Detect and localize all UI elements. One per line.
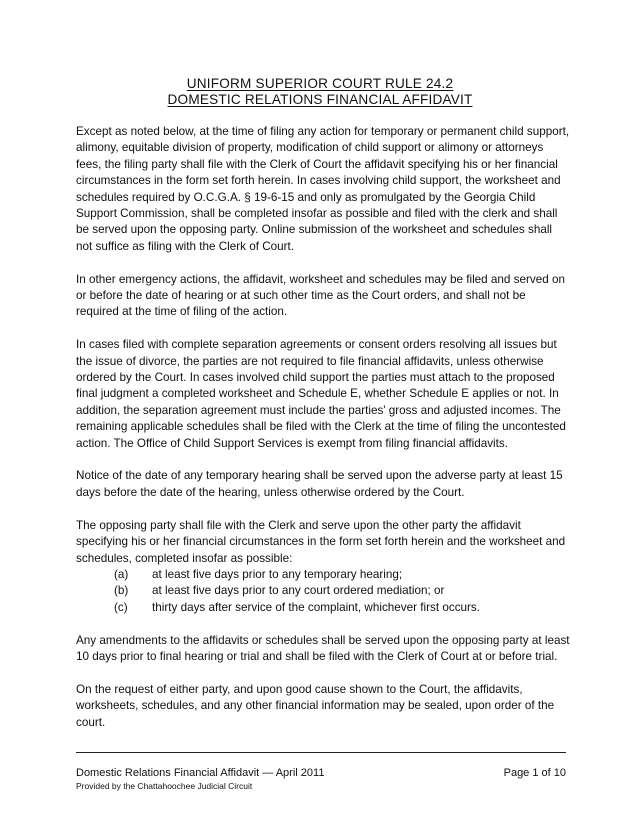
list-item-text: at least five days prior to any temporary hearing; <box>152 567 403 581</box>
paragraph-emergency-actions: In other emergency actions, the affidavit, worksheet and schedules may be filed and served on or before the date of hearing or at such other time as the Court orders, and shall not be required at the time of filing of the action. <box>76 272 565 319</box>
paragraph-amendments: Any amendments to the affidavits or schedules shall be served upon the opposing party at least 10 days prior to final hearing or trial and shall be filed with the Clerk of Court at or before trial. <box>76 633 570 663</box>
footer-provider: Provided by the Chattahoochee Judicial Circuit <box>76 781 253 791</box>
title-line-1: UNIFORM SUPERIOR COURT RULE 24.2 <box>186 76 454 91</box>
list-item <box>76 567 570 583</box>
list-item-letter: (a) <box>114 567 129 581</box>
deadline-list <box>76 567 570 616</box>
list-item <box>76 600 570 616</box>
list-item-text: at least five days prior to any court ordered mediation; or <box>152 584 445 598</box>
list-item <box>76 583 570 599</box>
footer-document-name: Domestic Relations Financial Affidavit — April 2011 <box>76 767 325 779</box>
list-item-letter: (c) <box>114 600 128 614</box>
document-title <box>0 76 640 108</box>
paragraph-sealing: On the request of either party, and upon good cause shown to the Court, the affidavits, worksheets, schedules, and any other financial information may be sealed, upon order of the court. <box>76 682 555 729</box>
paragraph-notice: Notice of the date of any temporary hearing shall be served upon the adverse party at least 15 days before the date of the hearing, unless otherwise ordered by the Court. <box>76 469 563 499</box>
footer-page-number: Page 1 of 10 <box>503 767 566 779</box>
title-line-2: DOMESTIC RELATIONS FINANCIAL AFFIDAVIT <box>167 92 473 107</box>
paragraph-opposing-party: The opposing party shall file with the Clerk and serve upon the other party the affidavit specifying his or her financial circumstances in the form set forth herein and the worksheet and schedules, completed insofar as possible: <box>76 518 566 565</box>
footer-divider <box>76 752 566 753</box>
paragraph-filing-requirements: Except as noted below, at the time of filing any action for temporary or permanent child support, alimony, equitable division of property, modification of child support or alimony or attorneys fees, the filing party shall file with the Clerk of Court the affidavit specifying his or her financial circumstances in the form set forth herein. In cases involving child support, the worksheet and schedules required by O.C.G.A. § 19-6-15 and only as promulgated by the Georgia Child Support Commission, shall be completed insofar as possible and filed with the clerk and shall be served upon the opposing party. Online submission of the worksheet and schedules shall not suffice as filing with the Clerk of Court. <box>76 125 570 253</box>
list-item-letter: (b) <box>114 584 129 598</box>
footer-row <box>76 766 566 780</box>
page-footer <box>76 766 566 792</box>
document-body <box>76 124 570 747</box>
paragraph-separation-agreements: In cases filed with complete separation agreements or consent orders resolving all issues but the issue of divorce, the parties are not required to file financial affidavits, unless otherwise ordered by the Court. In cases involved child support the parties must attach to the proposed final judgment a completed worksheet and Schedule E, whether Schedule E applies or not. In addition, the separation agreement must include the parties' gross and adjusted incomes. The remaining applicable schedules shall be filed with the Clerk at the time of filing the uncontested action. The Office of Child Support Services is exempt from filing financial affidavits. <box>76 338 566 450</box>
list-item-text: thirty days after service of the complaint, whichever first occurs. <box>152 600 481 614</box>
